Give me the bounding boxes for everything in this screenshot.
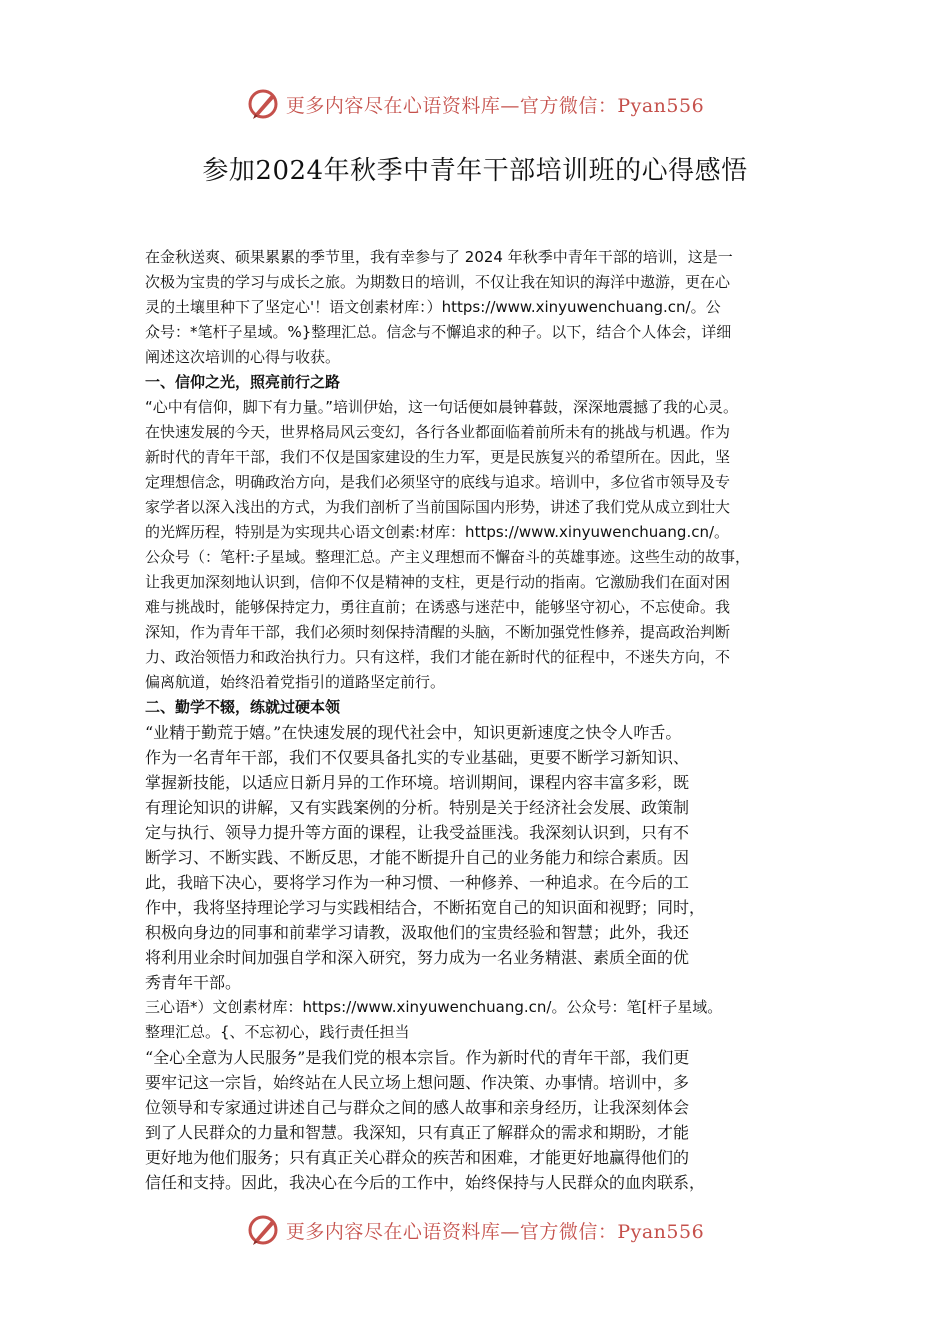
text-line: 到了人民群众的力量和智慧。我深知，只有真正了解群众的需求和期盼，才能 xyxy=(145,1123,690,1142)
text-line: “心中有信仰，脚下有力量。”培训伊始，这一句话便如晨钟暮鼓，深深地震撼了我的心灵。 xyxy=(145,398,739,416)
text-line: 的光辉历程，特别是为实现共心语文创素:材库：https://www.xinyuwenchuang.cn/。 xyxy=(145,523,730,541)
text-line: 有理论知识的讲解，又有实践案例的分析。特别是关于经济社会发展、政策制 xyxy=(145,798,690,817)
pen-logo-icon xyxy=(246,86,282,122)
text-line: 信任和支持。因此，我决心在今后的工作中，始终保持与人民群众的血肉联系， xyxy=(145,1173,706,1192)
footer-watermark-banner xyxy=(0,1210,950,1250)
header-watermark-banner xyxy=(0,84,950,124)
text-line: “业精于勤荒于嬉。”在快速发展的现代社会中，知识更新速度之快令人咋舌。 xyxy=(145,723,682,742)
text-line: 深知，作为青年干部，我们必须时刻保持清醒的头脑，不断加强党性修养，提高政治判断 xyxy=(145,623,731,641)
watermark-text: 更多内容尽在心语资料库—官方微信：Pyan556 xyxy=(285,1220,705,1243)
text-line: 公众号（：笔杆:子星域。整理汇总。产主义理想而不懈奋斗的英雄事迹。这些生动的故事， xyxy=(145,548,751,566)
text-line: 灵的土壤里种下了坚定心'！语文创素材库：）https://www.xinyuwenchuang.cn/。公 xyxy=(145,298,721,316)
text-line: 作为一名青年干部，我们不仅要具备扎实的专业基础，更要不断学习新知识、 xyxy=(145,748,690,767)
text-line: 定与执行、领导力提升等方面的课程，让我受益匪浅。我深刻认识到，只有不 xyxy=(145,823,690,842)
watermark-text: 更多内容尽在心语资料库—官方微信：Pyan556 xyxy=(285,94,705,117)
text-line: 整理汇总。{、不忘初心，践行责任担当 xyxy=(145,1023,410,1041)
section-heading: 一、信仰之光，照亮前行之路 xyxy=(145,373,341,391)
text-line: 阐述这次培训的心得与收获。 xyxy=(145,348,341,366)
text-line: 次极为宝贵的学习与成长之旅。为期数日的培训，不仅让我在知识的海洋中遨游，更在心 xyxy=(145,273,731,291)
text-line: 此，我暗下决心，要将学习作为一种习惯、一种修养、一种追求。在今后的工 xyxy=(145,873,690,892)
page-title: 参加2024年秋季中青年干部培训班的心得感悟 xyxy=(202,156,748,186)
text-line: 让我更加深刻地认识到，信仰不仅是精神的支柱，更是行动的指南。它激励我们在面对困 xyxy=(145,573,731,591)
text-line: 在快速发展的今天，世界格局风云变幻，各行各业都面临着前所未有的挑战与机遇。作为 xyxy=(145,423,731,441)
text-line: 作中，我将坚持理论学习与实践相结合，不断拓宽自己的知识面和视野；同时， xyxy=(145,898,706,917)
text-line: 定理想信念，明确政治方向，是我们必须坚守的底线与追求。培训中，多位省市领导及专 xyxy=(145,473,731,491)
document-body xyxy=(145,245,810,1195)
text-line: 偏离航道，始终沿着党指引的道路坚定前行。 xyxy=(145,673,446,691)
text-line: 众号：*笔杆子星域。%}整理汇总。信念与不懈追求的种子。以下，结合个人体会，详细 xyxy=(145,323,732,341)
text-line: 要牢记这一宗旨，始终站在人民立场上想问题、作决策、办事情。培训中，多 xyxy=(145,1073,690,1092)
text-line: 家学者以深入浅出的方式，为我们剖析了当前国际国内形势，讲述了我们党从成立到壮大 xyxy=(145,498,731,516)
text-line: 难与挑战时，能够保持定力，勇往直前；在诱惑与迷茫中，能够坚守初心，不忘使命。我 xyxy=(145,598,731,616)
text-line: 断学习、不断实践、不断反思，才能不断提升自己的业务能力和综合素质。因 xyxy=(145,848,690,867)
text-line: 三心语*）文创素材库：https://www.xinyuwenchuang.cn/。公众号：笔[杆子星域。 xyxy=(145,998,723,1016)
text-line: 更好地为他们服务；只有真正关心群众的疾苦和困难，才能更好地赢得他们的 xyxy=(145,1148,690,1167)
text-line: “全心全意为人民服务”是我们党的根本宗旨。作为新时代的青年干部，我们更 xyxy=(145,1048,690,1067)
text-line: 力、政治领悟力和政治执行力。只有这样，我们才能在新时代的征程中，不迷失方向，不 xyxy=(145,648,731,666)
text-line: 掌握新技能，以适应日新月异的工作环境。培训期间，课程内容丰富多彩，既 xyxy=(145,773,690,792)
text-line: 位领导和专家通过讲述自己与群众之间的感人故事和亲身经历，让我深刻体会 xyxy=(145,1098,690,1117)
section-heading: 二、勤学不辍，练就过硬本领 xyxy=(145,698,341,716)
text-line: 积极向身边的同事和前辈学习请教，汲取他们的宝贵经验和智慧；此外，我还 xyxy=(145,923,690,942)
text-line: 秀青年干部。 xyxy=(145,973,242,992)
text-line: 新时代的青年干部，我们不仅是国家建设的生力军，更是民族复兴的希望所在。因此，坚 xyxy=(145,448,731,466)
text-line: 将利用业余时间加强自学和深入研究，努力成为一名业务精湛、素质全面的优 xyxy=(145,948,690,967)
text-line: 在金秋送爽、硕果累累的季节里，我有幸参与了 2024 年秋季中青年干部的培训，这是一 xyxy=(145,248,733,266)
pen-logo-icon xyxy=(246,1212,282,1248)
